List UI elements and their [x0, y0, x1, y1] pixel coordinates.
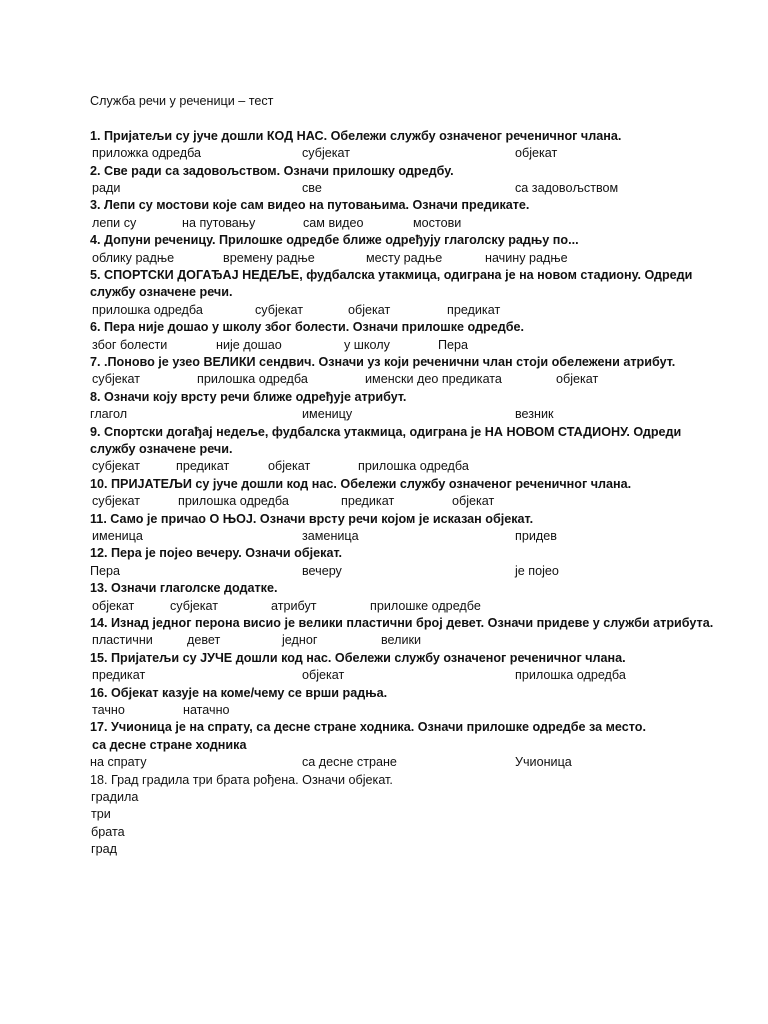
answer-option[interactable]: придев	[515, 528, 557, 543]
answer-options	[90, 528, 730, 545]
answer-options	[90, 754, 730, 771]
answer-options	[90, 371, 730, 388]
answer-option[interactable]: Пера	[438, 337, 469, 352]
question-text: 14. Изнад једног перона висио је велики пластични број девет. Означи придеве у служби атрибута.	[90, 615, 714, 630]
answer-options	[90, 458, 730, 475]
answer-option[interactable]: градила	[91, 789, 139, 804]
answer-option[interactable]: именски део предиката	[365, 372, 502, 387]
question-text: 9. Спортски догађај недеље, фудбалска утакмица, одиграна је НА НОВОМ СТАДИОНУ. Одреди службу означене речи.	[90, 424, 682, 456]
answer-option[interactable]: именицу	[302, 407, 353, 422]
answer-option[interactable]: предикат	[447, 302, 501, 317]
question-text: 7. .Поново је узео ВЕЛИКИ сендвич. Означи уз који реченични члан стоји обележени атрибут.	[90, 354, 676, 369]
answer-options	[90, 215, 730, 232]
question-text: 12. Пера је појео вечеру. Означи објекат.	[90, 546, 343, 561]
question-text: 8. Означи коју врсту речи ближе одређује атрибут.	[90, 389, 407, 404]
question-9	[90, 424, 730, 476]
answer-options	[90, 493, 730, 510]
answer-options	[90, 667, 730, 684]
question-text: 6. Пера није дошао у школу због болести. Означи прилошке одредбе.	[90, 320, 525, 335]
answer-option[interactable]: глагол	[90, 407, 128, 422]
answer-option[interactable]: објекат	[452, 494, 495, 509]
question-11	[90, 511, 730, 546]
question-text: 15. Пријатељи су ЈУЧЕ дошли код нас. Обележи службу означеног реченичног члана.	[90, 650, 626, 665]
answer-option[interactable]: лепи су	[92, 215, 137, 230]
answer-options	[90, 180, 730, 197]
question-8	[90, 389, 730, 424]
answer-option[interactable]: објекат	[556, 372, 599, 387]
question-text: 17. Учионица је на спрату, са десне стране ходника. Означи прилошке одредбе за место.	[90, 720, 646, 735]
answer-option[interactable]: предикат	[341, 494, 395, 509]
answer-option[interactable]: велики	[381, 633, 422, 648]
answer-option[interactable]: објекат	[302, 668, 345, 683]
answer-option[interactable]: на путовању	[182, 215, 256, 230]
question-text: 5. СПОРТСКИ ДОГАЂАЈ НЕДЕЉЕ, фудбалска утакмица, одиграна је на новом стадиону. Одреди службу означене речи.	[90, 267, 693, 300]
document	[90, 93, 730, 859]
answer-option[interactable]: објекат	[348, 302, 391, 317]
answer-option[interactable]: три	[91, 807, 111, 822]
question-text: 1. Пријатељи су јуче дошли КОД НАС. Обележи службу означеног реченичног члана.	[90, 128, 622, 143]
question-subtext: са десне стране ходника	[92, 737, 247, 752]
question-text: 13. Означи глаголске додатке.	[90, 581, 278, 596]
answer-options	[90, 250, 730, 267]
answer-option[interactable]: тачно	[92, 702, 125, 717]
question-2	[90, 163, 730, 198]
question-3	[90, 197, 730, 232]
answer-options	[90, 598, 730, 615]
answer-option[interactable]: месту радње	[366, 250, 443, 265]
answer-option[interactable]: прилошка одредба	[197, 372, 308, 387]
answer-option[interactable]: именица	[92, 528, 143, 543]
answer-option[interactable]: прилошка одредба	[358, 459, 469, 474]
document-title: Служба речи у реченици – тест	[90, 94, 274, 108]
answer-options	[90, 563, 730, 580]
question-text: 3. Лепи су мостови које сам видео на путовањима. Означи предикате.	[90, 198, 530, 213]
answer-options	[90, 789, 730, 859]
question-5	[90, 267, 730, 319]
answer-option[interactable]: прилошке одредбе	[370, 598, 481, 613]
answer-option[interactable]: пластични	[92, 633, 153, 648]
question-text: 4. Допуни реченицу. Прилошке одредбе ближе одређују глаголску радњу по...	[90, 233, 579, 248]
question-12	[90, 545, 730, 580]
question-4	[90, 232, 730, 267]
answer-option[interactable]: приложка одредба	[92, 146, 202, 161]
answer-option[interactable]: субјекат	[255, 302, 304, 317]
answer-option[interactable]: објекат	[515, 146, 558, 161]
answer-options	[90, 702, 730, 719]
question-text: 16. Објекат казује на коме/чему се врши радња.	[90, 685, 388, 700]
question-text: 11. Само је причао О ЊОЈ. Означи врсту речи којом је исказан објекат.	[90, 511, 534, 526]
question-text: 10. ПРИЈАТЕЉИ су јуче дошли код нас. Обележи службу означеног реченичног члана.	[90, 476, 632, 491]
answer-option[interactable]: предикат	[176, 459, 230, 474]
answer-option[interactable]: субјекат	[92, 459, 141, 474]
question-18	[90, 772, 730, 859]
answer-option[interactable]: Пера	[90, 563, 121, 578]
answer-option[interactable]: брата	[91, 824, 125, 839]
answer-option[interactable]: град	[91, 842, 117, 857]
answer-option[interactable]: прилошка одредба	[92, 302, 203, 317]
answer-options	[90, 302, 730, 319]
answer-option[interactable]: мостови	[413, 215, 462, 230]
answer-option[interactable]: ради	[92, 181, 121, 195]
question-13	[90, 580, 730, 615]
answer-option[interactable]: објекат	[92, 598, 135, 613]
answer-option[interactable]: облику радње	[92, 250, 175, 265]
answer-option[interactable]: натачно	[183, 702, 230, 717]
answer-option[interactable]: начину радње	[485, 250, 568, 265]
question-10	[90, 476, 730, 511]
answer-option[interactable]: са десне стране	[302, 755, 397, 770]
answer-option[interactable]: субјекат	[302, 146, 351, 161]
answer-option[interactable]: вечеру	[302, 563, 342, 578]
answer-option[interactable]: са задовољством	[515, 181, 619, 195]
answer-option[interactable]: је појео	[515, 563, 559, 578]
question-17	[90, 719, 730, 771]
question-15	[90, 650, 730, 685]
answer-option[interactable]: времену радње	[223, 250, 315, 265]
question-16	[90, 685, 730, 720]
answer-option[interactable]: везник	[515, 407, 554, 422]
answer-options	[90, 337, 730, 354]
answer-option[interactable]: није дошао	[216, 337, 282, 352]
answer-option[interactable]: прилошка одредба	[178, 494, 289, 509]
answer-option[interactable]: атрибут	[271, 598, 317, 613]
question-1	[90, 128, 730, 163]
answer-option[interactable]: субјекат	[92, 494, 141, 509]
answer-option[interactable]: прилошка одредба	[515, 668, 626, 683]
answer-option[interactable]: субјекат	[170, 598, 219, 613]
answer-option[interactable]: предикат	[92, 668, 146, 683]
question-14	[90, 615, 730, 650]
answer-option[interactable]: у школу	[344, 337, 390, 352]
answer-option[interactable]: све	[302, 181, 322, 195]
question-text: 18. Град градила три брата рођена. Означи објекат.	[90, 772, 393, 787]
question-text: 2. Све ради са задовољством. Означи прилошку одредбу.	[90, 163, 454, 178]
answer-option[interactable]: на спрату	[90, 755, 147, 770]
answer-option[interactable]: једног	[282, 633, 318, 648]
answer-option[interactable]: девет	[187, 633, 221, 648]
answer-option[interactable]: субјекат	[92, 372, 141, 387]
answer-option[interactable]: Учионица	[515, 755, 572, 770]
answer-options	[90, 632, 730, 649]
answer-option[interactable]: заменица	[302, 528, 359, 543]
answer-options	[90, 406, 730, 423]
answer-option[interactable]: због болести	[92, 337, 168, 352]
question-7	[90, 354, 730, 389]
question-6	[90, 319, 730, 354]
answer-option[interactable]: сам видео	[303, 215, 364, 230]
answer-option[interactable]: објекат	[268, 459, 311, 474]
answer-options	[90, 145, 730, 162]
